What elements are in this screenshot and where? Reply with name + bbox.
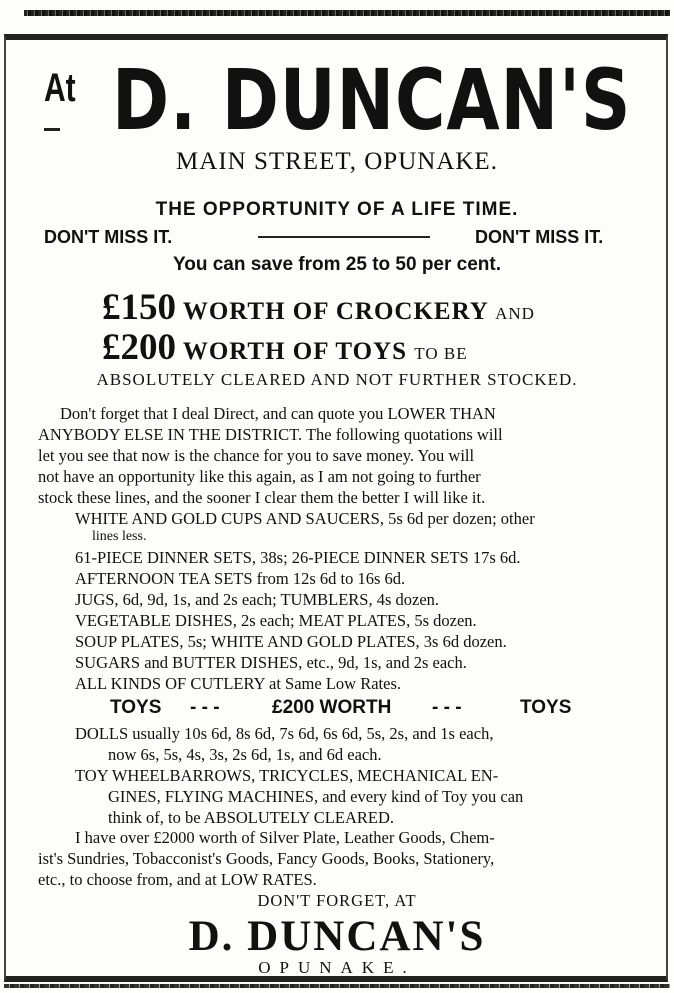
closing-line: etc., to choose from, and at LOW RATES. [38,870,317,889]
price-line: WHITE AND GOLD CUPS AND SAUCERS, 5s 6d per dozen; other [75,509,535,528]
masthead-at: At [44,66,76,110]
intro-line: stock these lines, and the sooner I clear them the better I will like it. [38,488,486,507]
street-address: MAIN STREET, OPUNAKE. [176,148,498,175]
footer-town: OPUNAKE. [258,958,416,977]
toys-heading-dashes: - - - [190,697,220,718]
price-line: AFTERNOON TEA SETS from 12s 6d to 16s 6d. [75,569,406,588]
toys-line: TOY WHEELBARROWS, TRICYCLES, MECHANICAL EN- [75,766,499,785]
price-line: 61-PIECE DINNER SETS, 38s; 26-PIECE DINNER SETS 17s 6d. [75,548,521,567]
dont-miss-right: DON'T MISS IT. [475,227,604,247]
price-line: SUGARS and BUTTER DISHES, etc., 9d, 1s, and 2s each. [75,653,467,672]
toys-line: think of, to be ABSOLUTELY CLEARED. [108,808,395,827]
price-line: ALL KINDS OF CUTLERY at Same Low Rates. [75,674,401,693]
offer-crockery [102,286,535,329]
offer-toys [102,326,468,369]
offer-text: WORTH OF TOYS [182,338,408,365]
top-rule [24,10,670,16]
offer-suffix: AND [495,304,535,323]
opportunity-slogan: THE OPPORTUNITY OF A LIFE TIME. [155,199,519,220]
cleared-notice: ABSOLUTELY CLEARED AND NOT FURTHER STOCKED. [96,370,578,389]
dont-forget: DON'T FORGET, AT [257,891,417,910]
closing-line: ist's Sundries, Tobacconist's Goods, Fancy Goods, Books, Stationery, [38,849,495,868]
intro-line: Don't forget that I deal Direct, and can quote you LOWER THAN [60,404,496,423]
toys-heading-middle: £200 WORTH [272,697,392,718]
offer-amount: £200 [102,327,176,368]
dont-miss-divider [258,236,430,238]
toys-heading-left: TOYS [110,697,162,718]
offer-amount: £150 [102,287,176,328]
closing-line: I have over £2000 worth of Silver Plate, Leather Goods, Chem- [75,828,495,847]
toys-line: now 6s, 5s, 4s, 3s, 2s 6d, 1s, and 6d each. [108,745,382,764]
intro-line: ANYBODY ELSE IN THE DISTRICT. The following quotations will [38,425,503,444]
intro-line: let you see that now is the chance for you to save money. You will [38,446,475,465]
savings-slogan: You can save from 25 to 50 per cent. [172,254,502,275]
toys-heading-right: TOYS [520,697,572,718]
masthead-store-name: D. DUNCAN'S [112,51,632,149]
toys-line: GINES, FLYING MACHINES, and every kind of Toy you can [108,787,524,806]
dont-miss-left: DON'T MISS IT. [44,227,173,247]
price-line: SOUP PLATES, 5s; WHITE AND GOLD PLATES, 3s 6d dozen. [75,632,507,651]
offer-text: WORTH OF CROCKERY [182,298,488,325]
bottom-rule [4,984,670,988]
footer-store-name: D. DUNCAN'S [188,913,486,960]
toys-line: DOLLS usually 10s 6d, 8s 6d, 7s 6d, 6s 6d, 5s, 2s, and 1s each, [75,724,494,743]
price-line: VEGETABLE DISHES, 2s each; MEAT PLATES, 5s dozen. [75,611,477,630]
price-line: lines less. [92,529,147,544]
intro-line: not have an opportunity like this again, as I am not going to further [38,467,481,486]
masthead-dash [44,128,60,131]
price-line: JUGS, 6d, 9d, 1s, and 2s each; TUMBLERS, 4s dozen. [75,590,440,609]
offer-suffix: TO BE [414,344,468,363]
toys-heading-dashes: - - - [432,697,462,718]
